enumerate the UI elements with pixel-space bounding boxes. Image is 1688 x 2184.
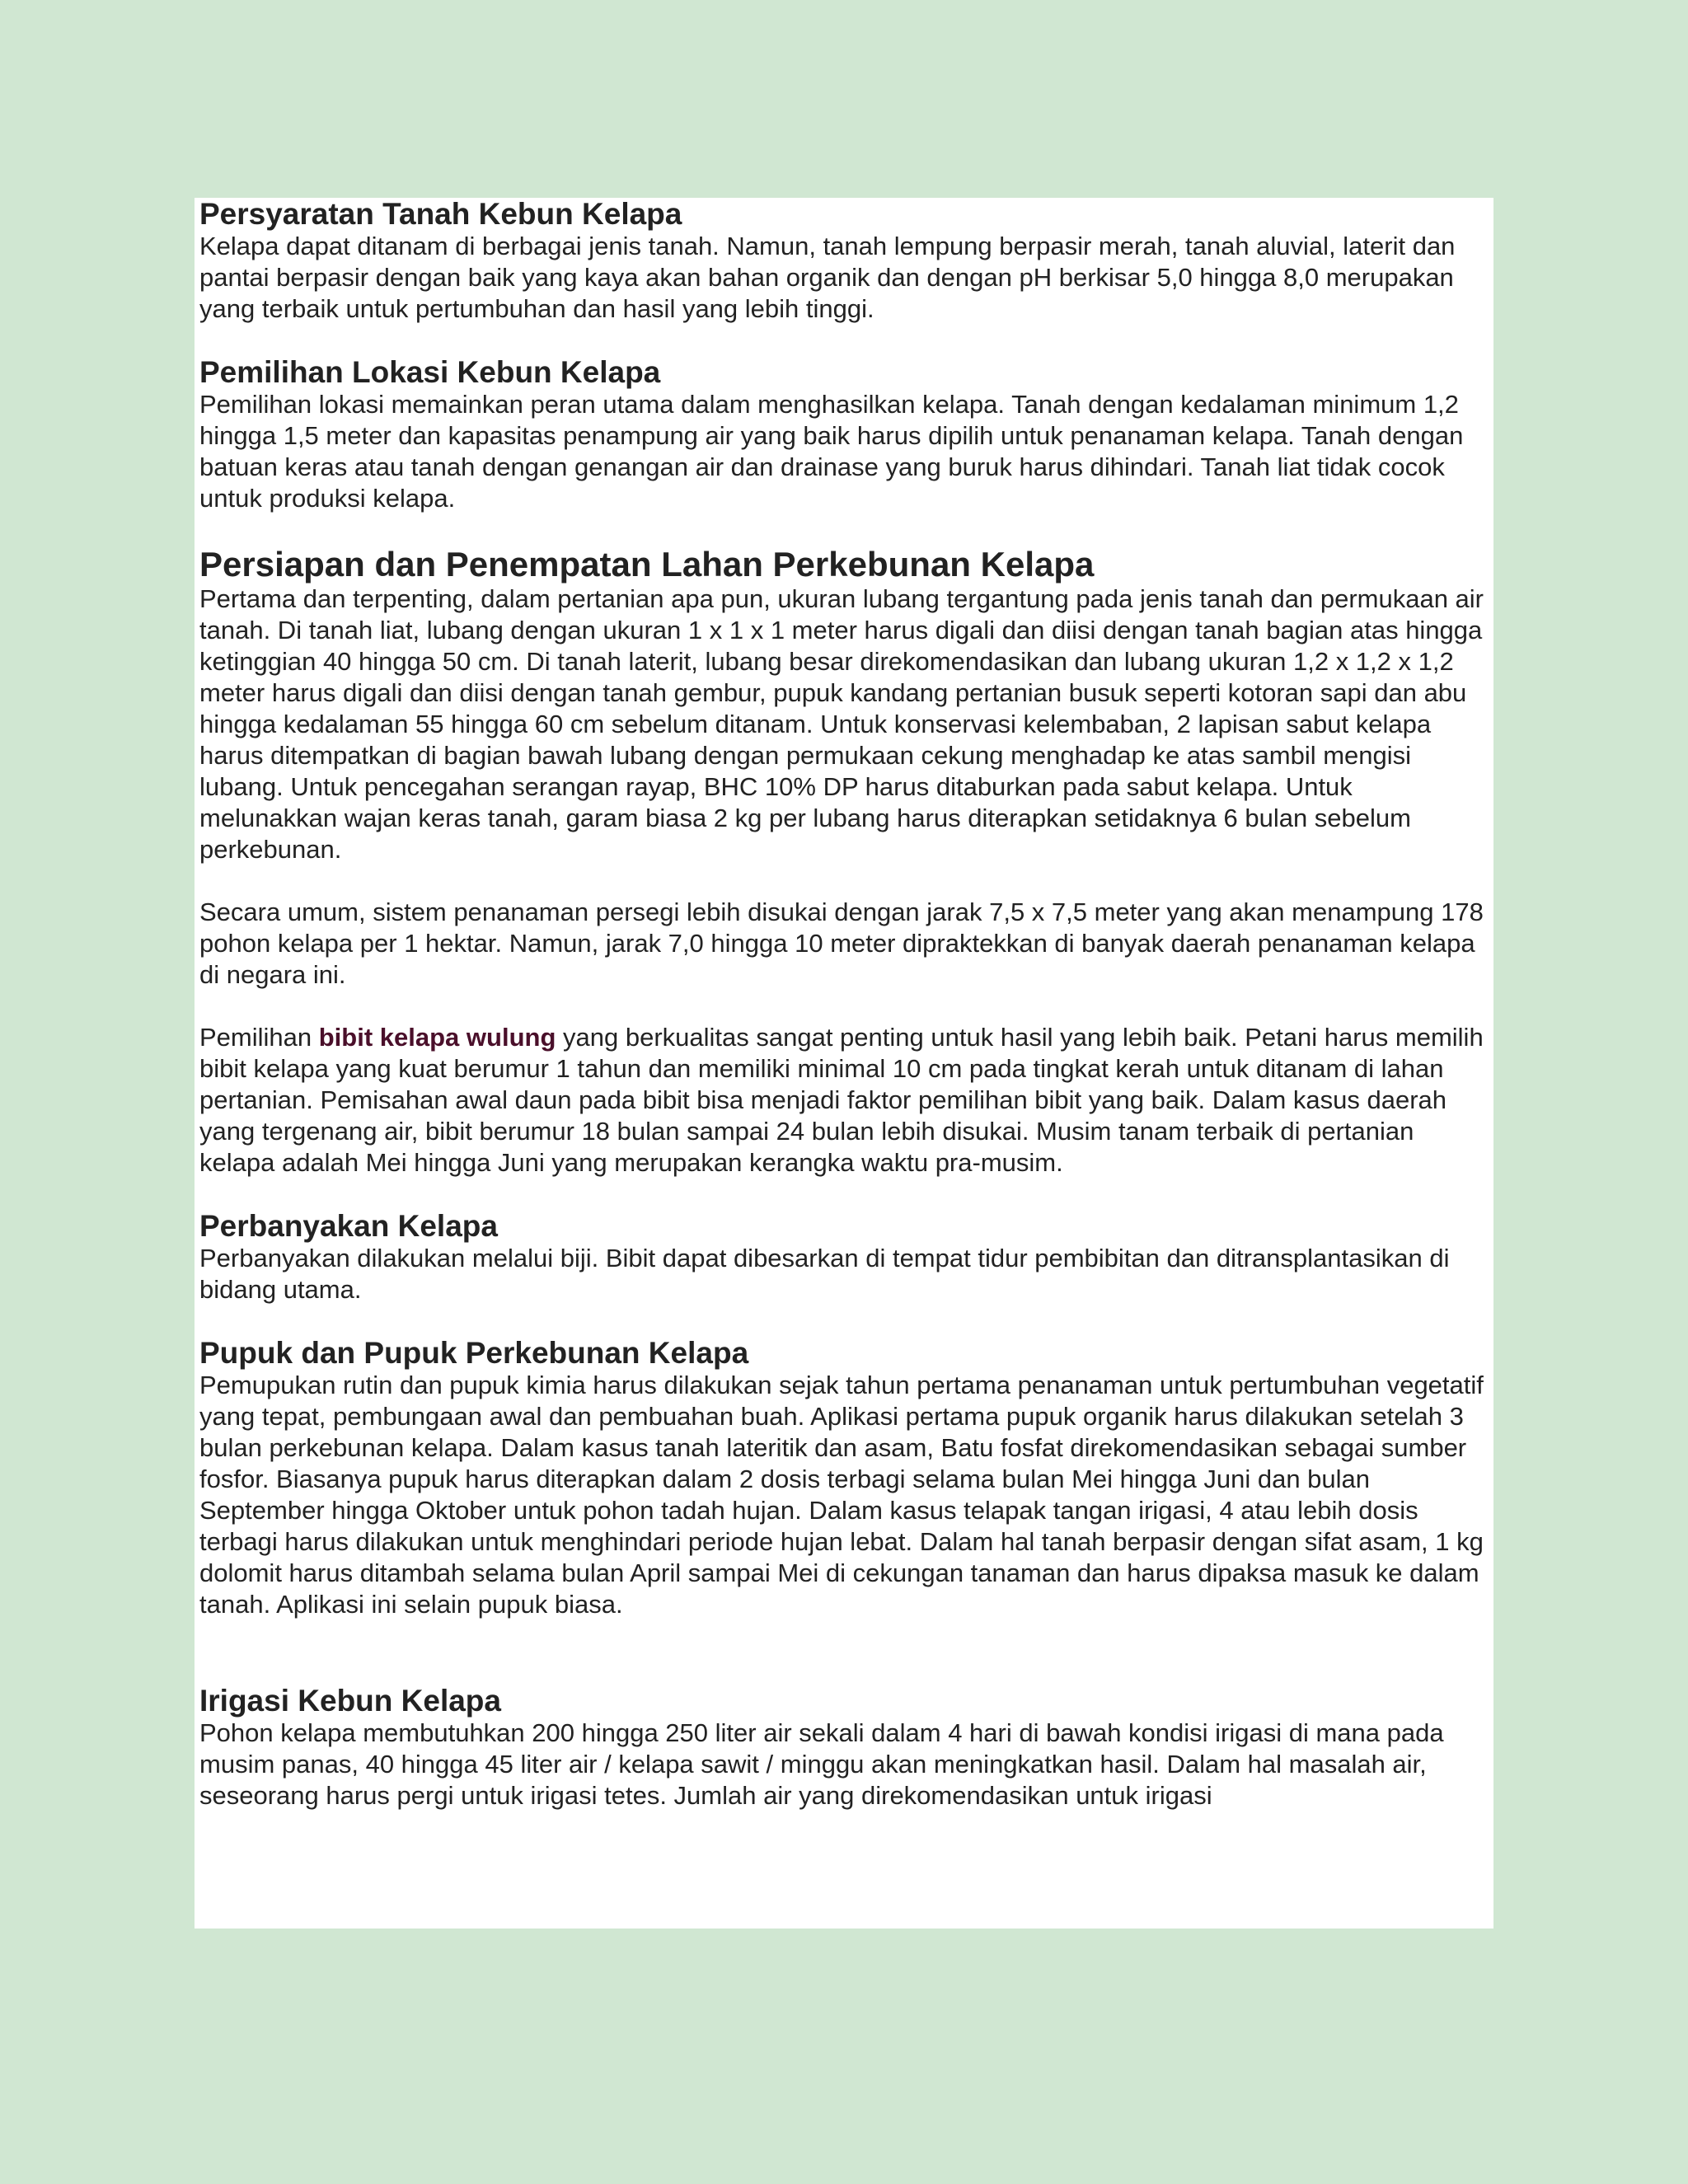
spacer (199, 1179, 1485, 1210)
section-fertilizer (199, 1337, 1485, 1620)
paragraph-preparation-1: Pertama dan terpenting, dalam pertanian apa pun, ukuran lubang tergantung pada jenis tanah dan permukaan air tanah. Di tanah liat, lubang dengan ukuran 1 x 1 x 1 meter harus digali dan diisi dengan tanah bagian atas hingga ketinggian 40 hingga 50 cm. Di tanah laterit, lubang besar direkomendasikan dan lubang ukuran 1,2 x 1,2 x 1,2 meter harus digali dan diisi dengan tanah gembur, pupuk kandang pertanian busuk seperti kotoran sapi dan abu hingga kedalaman 55 hingga 60 cm sebelum ditanam. Untuk konservasi kelembaban, 2 lapisan sabut kelapa harus ditempatkan di bagian bawah lubang dengan permukaan cekung menghadap ke atas sambil mengisi lubang. Untuk pencegahan serangan rayap, BHC 10% DP harus ditaburkan pada sabut kelapa. Untuk melunakkan wajan keras tanah, garam biasa 2 kg per lubang harus diterapkan setidaknya 6 bulan sebelum perkebunan. (199, 584, 1484, 864)
section-irrigation (199, 1685, 1485, 1811)
heading-propagation: Perbanyakan Kelapa (199, 1209, 498, 1243)
section-propagation (199, 1210, 1485, 1305)
paragraph-preparation-3-start: Pemilihan (199, 1023, 319, 1052)
spacer (199, 865, 1485, 897)
heading-fertilizer: Pupuk dan Pupuk Perkebunan Kelapa (199, 1336, 749, 1370)
bibit-kelapa-wulung-link[interactable]: bibit kelapa wulung (318, 1023, 556, 1052)
spacer (199, 991, 1485, 1022)
section-location (199, 356, 1485, 514)
paragraph-location: Pemilihan lokasi memainkan peran utama dalam menghasilkan kelapa. Tanah dengan kedalaman minimum 1,2 hingga 1,5 meter dan kapasitas penampung air yang baik harus dipilih untuk penanaman kelapa. Tanah dengan batuan keras atau tanah dengan genangan air dan drainase yang buruk harus dihindari. Tanah liat tidak cocok untuk produksi kelapa. (199, 390, 1464, 513)
spacer (199, 325, 1485, 356)
spacer (199, 1305, 1485, 1337)
spacer (199, 514, 1485, 546)
paragraph-irrigation: Pohon kelapa membutuhkan 200 hingga 250 liter air sekali dalam 4 hari di bawah kondisi irigasi di mana pada musim panas, 40 hingga 45 liter air / kelapa sawit / minggu akan meningkatkan hasil. Dalam hal masalah air, seseorang harus pergi untuk irigasi tetes. Jumlah air yang direkomendasikan untuk irigasi (199, 1718, 1444, 1810)
paragraph-soil: Kelapa dapat ditanam di berbagai jenis tanah. Namun, tanah lempung berpasir merah, tanah aluvial, laterit dan pantai berpasir dengan baik yang kaya akan bahan organik dan dengan pH berkisar 5,0 hingga 8,0 merupakan yang terbaik untuk pertumbuhan dan hasil yang lebih tinggi. (199, 232, 1456, 323)
spacer (199, 1620, 1485, 1685)
article-panel (195, 198, 1493, 1929)
heading-soil: Persyaratan Tanah Kebun Kelapa (199, 198, 682, 231)
heading-preparation: Persiapan dan Penempatan Lahan Perkebunan Kelapa (199, 545, 1095, 583)
section-preparation (199, 546, 1485, 1179)
heading-location: Pemilihan Lokasi Kebun Kelapa (199, 355, 661, 389)
paragraph-preparation-2: Secara umum, sistem penanaman persegi lebih disukai dengan jarak 7,5 x 7,5 meter yang akan menampung 178 pohon kelapa per 1 hektar. Namun, jarak 7,0 hingga 10 meter dipraktekkan di banyak daerah penanaman kelapa di negara ini. (199, 898, 1484, 989)
paragraph-propagation: Perbanyakan dilakukan melalui biji. Bibit dapat dibesarkan di tempat tidur pembibitan dan ditransplantasikan di bidang utama. (199, 1244, 1450, 1304)
paragraph-fertilizer: Pemupukan rutin dan pupuk kimia harus dilakukan sejak tahun pertama penanaman untuk pertumbuhan vegetatif yang tepat, pembungaan awal dan pembuahan buah. Aplikasi pertama pupuk organik harus dilakukan setelah 3 bulan perkebunan kelapa. Dalam kasus tanah lateritik dan asam, Batu fosfat direkomendasikan sebagai sumber fosfor. Biasanya pupuk harus diterapkan dalam 2 dosis terbagi selama bulan Mei hingga Juni dan bulan September hingga Oktober untuk pohon tadah hujan. Dalam kasus telapak tangan irigasi, 4 atau lebih dosis terbagi harus dilakukan untuk menghindari periode hujan lebat. Dalam hal tanah berpasir dengan sifat asam, 1 kg dolomit harus ditambah selama bulan April sampai Mei di cekungan tanaman dan harus dipaksa masuk ke dalam tanah. Aplikasi ini selain pupuk biasa. (199, 1371, 1484, 1619)
heading-irrigation: Irigasi Kebun Kelapa (199, 1684, 501, 1718)
paragraph-preparation-3-end: yang berkualitas sangat penting untuk hasil yang lebih baik. Petani harus memilih bibit kelapa yang kuat berumur 1 tahun dan memiliki minimal 10 cm pada tingkat kerah untuk ditanam di lahan pertanian. Pemisahan awal daun pada bibit bisa menjadi faktor pemilihan bibit yang baik. Dalam kasus daerah yang tergenang air, bibit berumur 18 bulan sampai 24 bulan lebih disukai. Musim tanam terbaik di pertanian kelapa adalah Mei hingga Juni yang merupakan kerangka waktu pra-musim. (199, 1023, 1484, 1177)
section-soil (199, 198, 1485, 325)
paragraph-preparation-3 (199, 1022, 1485, 1179)
